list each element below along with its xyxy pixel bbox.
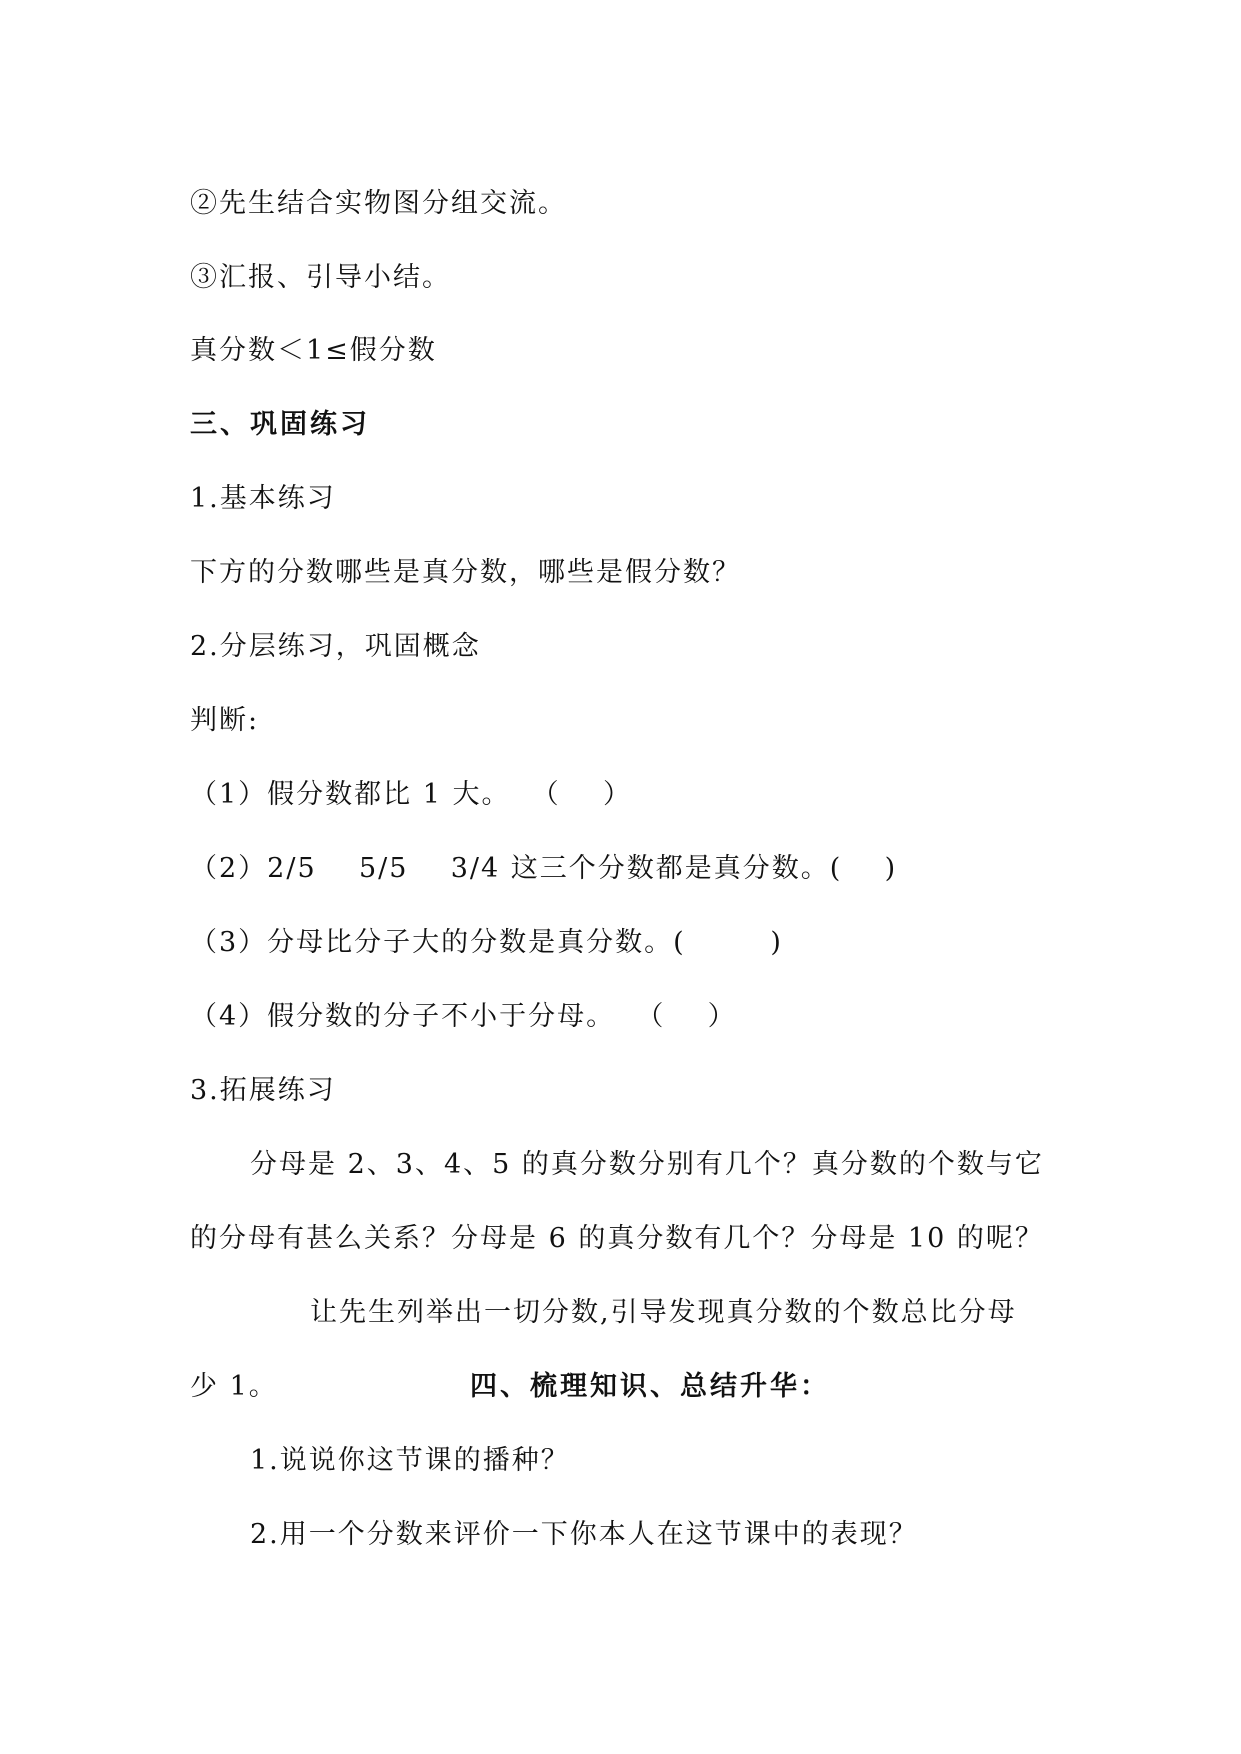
text-line-step-2: ②先生结合实物图分组交流。: [190, 188, 567, 219]
text-line-step-3: ③汇报、引导小结。: [190, 262, 451, 293]
text-line-layered-practice: 2.分层练习，巩固概念: [190, 631, 481, 662]
text-line-basic-practice: 1.基本练习: [190, 483, 336, 514]
judge-item-3: （3）分母比分子大的分数是真分数。( ): [190, 927, 783, 958]
paragraph-line-2: 的分母有甚么关系？分母是 6 的真分数有几个？分母是 10 的呢？: [190, 1223, 1044, 1254]
judge-item-2: （2）2/5 5/5 3/4 这三个分数都是真分数。( ): [190, 853, 898, 884]
text-line-judge: 判断:: [190, 705, 260, 736]
summary-item-1: 1.说说你这节课的播种？: [250, 1445, 570, 1476]
judge-item-1: （1）假分数都比 1 大。 （ ）: [190, 779, 633, 810]
text-line-question: 下方的分数哪些是真分数，哪些是假分数？: [190, 557, 741, 588]
section-heading-4: 四、梳理知识、总结升华：: [470, 1371, 830, 1402]
summary-item-2: 2.用一个分数来评价一下你本人在这节课中的表现？: [250, 1519, 918, 1550]
paragraph-line-1: 分母是 2、3、4、5 的真分数分别有几个？真分数的个数与它: [250, 1149, 1044, 1180]
judge-item-4: （4）假分数的分子不小于分母。 （ ）: [190, 1001, 737, 1032]
text-line-extension: 3.拓展练习: [190, 1075, 336, 1106]
text-line-inequality: 真分数＜1≤假分数: [190, 335, 437, 366]
paragraph-line-3: 让先生列举出一切分数,引导发现真分数的个数总比分母: [310, 1297, 1017, 1328]
paragraph-line-4: 少 1。: [190, 1371, 278, 1402]
section-heading-3: 三、巩固练习: [190, 409, 370, 440]
